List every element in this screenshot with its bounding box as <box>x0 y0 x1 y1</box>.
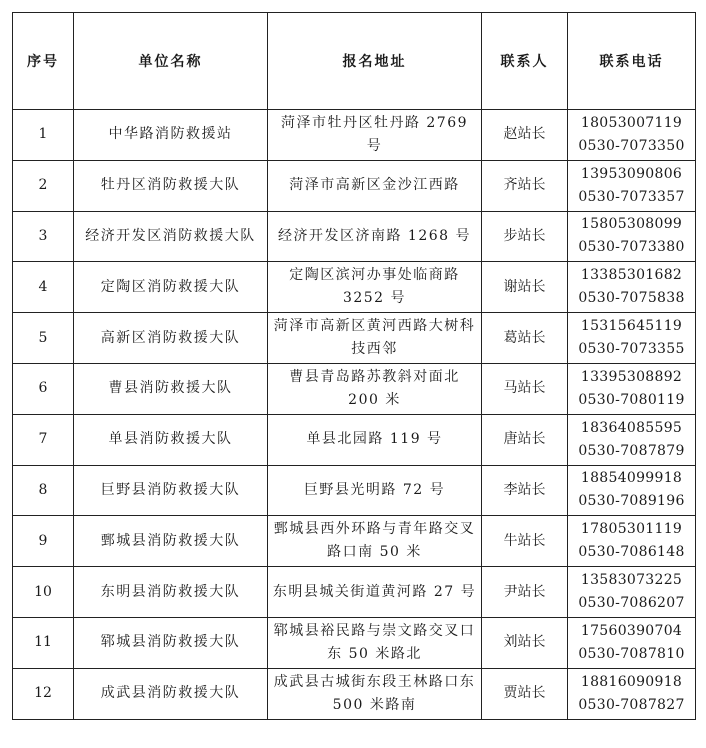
row-mobile: 17805301119 <box>580 521 683 538</box>
row-mobile: 13395308892 <box>580 368 683 385</box>
table-body <box>13 110 696 720</box>
header-unit-name: 单位名称 <box>74 13 268 110</box>
row-index: 7 <box>13 414 74 465</box>
row-contact: 贾站长 <box>482 668 568 719</box>
row-phone <box>568 668 696 719</box>
row-landline: 0530-7086207 <box>578 595 685 612</box>
row-landline: 0530-7075838 <box>578 290 685 307</box>
row-unit-name: 牡丹区消防救援大队 <box>74 160 268 211</box>
row-phone <box>568 110 696 161</box>
row-contact: 唐站长 <box>482 414 568 465</box>
row-index: 6 <box>13 363 74 414</box>
row-address: 菏泽市高新区黄河西路大树科技西邻 <box>268 313 482 364</box>
row-address: 鄄城县西外环路与青年路交叉路口南 50 米 <box>268 516 482 567</box>
row-mobile: 13953090806 <box>580 165 683 182</box>
table-row <box>13 262 696 313</box>
table-row <box>13 465 696 516</box>
row-index: 10 <box>13 567 74 618</box>
registration-table <box>12 12 696 720</box>
row-phone <box>568 160 696 211</box>
row-landline: 0530-7073355 <box>578 341 685 358</box>
header-row <box>13 13 696 110</box>
row-unit-name: 经济开发区消防救援大队 <box>74 211 268 262</box>
row-address: 曹县青岛路苏教斜对面北 200 米 <box>268 363 482 414</box>
row-phone <box>568 567 696 618</box>
row-mobile: 18364085595 <box>580 419 683 436</box>
row-landline: 0530-7087879 <box>578 442 685 459</box>
row-index: 4 <box>13 262 74 313</box>
row-unit-name: 曹县消防救援大队 <box>74 363 268 414</box>
row-mobile: 15315645119 <box>580 318 683 335</box>
header-contact: 联系人 <box>482 13 568 110</box>
row-landline: 0530-7089196 <box>578 493 685 510</box>
row-landline: 0530-7087810 <box>578 645 685 662</box>
table-header <box>13 13 696 110</box>
row-address: 菏泽市高新区金沙江西路 <box>268 160 482 211</box>
row-landline: 0530-7073380 <box>578 239 685 256</box>
row-landline: 0530-7073350 <box>578 137 685 154</box>
row-phone <box>568 363 696 414</box>
row-index: 2 <box>13 160 74 211</box>
row-contact: 牛站长 <box>482 516 568 567</box>
row-mobile: 18854099918 <box>580 470 683 487</box>
row-address: 成武县古城街东段王林路口东 500 米路南 <box>268 668 482 719</box>
row-unit-name: 成武县消防救援大队 <box>74 668 268 719</box>
row-mobile: 18053007119 <box>580 114 683 131</box>
row-index: 3 <box>13 211 74 262</box>
row-contact: 步站长 <box>482 211 568 262</box>
row-phone <box>568 262 696 313</box>
row-address: 经济开发区济南路 1268 号 <box>268 211 482 262</box>
row-mobile: 18816090918 <box>580 673 683 690</box>
table-row <box>13 313 696 364</box>
table-row <box>13 668 696 719</box>
header-phone: 联系电话 <box>568 13 696 110</box>
row-contact: 刘站长 <box>482 617 568 668</box>
row-unit-name: 单县消防救援大队 <box>74 414 268 465</box>
row-mobile: 15805308099 <box>580 216 683 233</box>
table-row <box>13 363 696 414</box>
row-contact: 马站长 <box>482 363 568 414</box>
row-index: 8 <box>13 465 74 516</box>
table-row <box>13 211 696 262</box>
row-contact: 葛站长 <box>482 313 568 364</box>
row-unit-name: 鄄城县消防救援大队 <box>74 516 268 567</box>
table-row <box>13 567 696 618</box>
row-landline: 0530-7087827 <box>578 696 685 713</box>
row-index: 12 <box>13 668 74 719</box>
row-phone <box>568 516 696 567</box>
table-row <box>13 110 696 161</box>
row-contact: 赵站长 <box>482 110 568 161</box>
row-address: 定陶区滨河办事处临商路 3252 号 <box>268 262 482 313</box>
table-row <box>13 160 696 211</box>
row-contact: 齐站长 <box>482 160 568 211</box>
row-phone <box>568 313 696 364</box>
row-phone <box>568 211 696 262</box>
row-unit-name: 高新区消防救援大队 <box>74 313 268 364</box>
row-mobile: 13583073225 <box>580 572 683 589</box>
header-index: 序号 <box>13 13 74 110</box>
row-unit-name: 郓城县消防救援大队 <box>74 617 268 668</box>
row-address: 单县北园路 119 号 <box>268 414 482 465</box>
row-mobile: 17560390704 <box>580 622 683 639</box>
row-unit-name: 定陶区消防救援大队 <box>74 262 268 313</box>
row-landline: 0530-7086148 <box>578 544 685 561</box>
row-landline: 0530-7080119 <box>578 391 685 408</box>
header-address: 报名地址 <box>268 13 482 110</box>
row-phone <box>568 414 696 465</box>
row-unit-name: 东明县消防救援大队 <box>74 567 268 618</box>
table-row <box>13 414 696 465</box>
row-index: 11 <box>13 617 74 668</box>
row-unit-name: 中华路消防救援站 <box>74 110 268 161</box>
row-index: 5 <box>13 313 74 364</box>
table-row <box>13 516 696 567</box>
row-contact: 谢站长 <box>482 262 568 313</box>
row-contact: 尹站长 <box>482 567 568 618</box>
row-address: 郓城县裕民路与崇文路交叉口东 50 米路北 <box>268 617 482 668</box>
row-phone <box>568 617 696 668</box>
row-index: 9 <box>13 516 74 567</box>
table-row <box>13 617 696 668</box>
row-unit-name: 巨野县消防救援大队 <box>74 465 268 516</box>
row-address: 巨野县光明路 72 号 <box>268 465 482 516</box>
row-landline: 0530-7073357 <box>578 188 685 205</box>
row-index: 1 <box>13 110 74 161</box>
row-mobile: 13385301682 <box>580 267 683 284</box>
row-contact: 李站长 <box>482 465 568 516</box>
row-phone <box>568 465 696 516</box>
row-address: 菏泽市牡丹区牡丹路 2769 号 <box>268 110 482 161</box>
row-address: 东明县城关街道黄河路 27 号 <box>268 567 482 618</box>
